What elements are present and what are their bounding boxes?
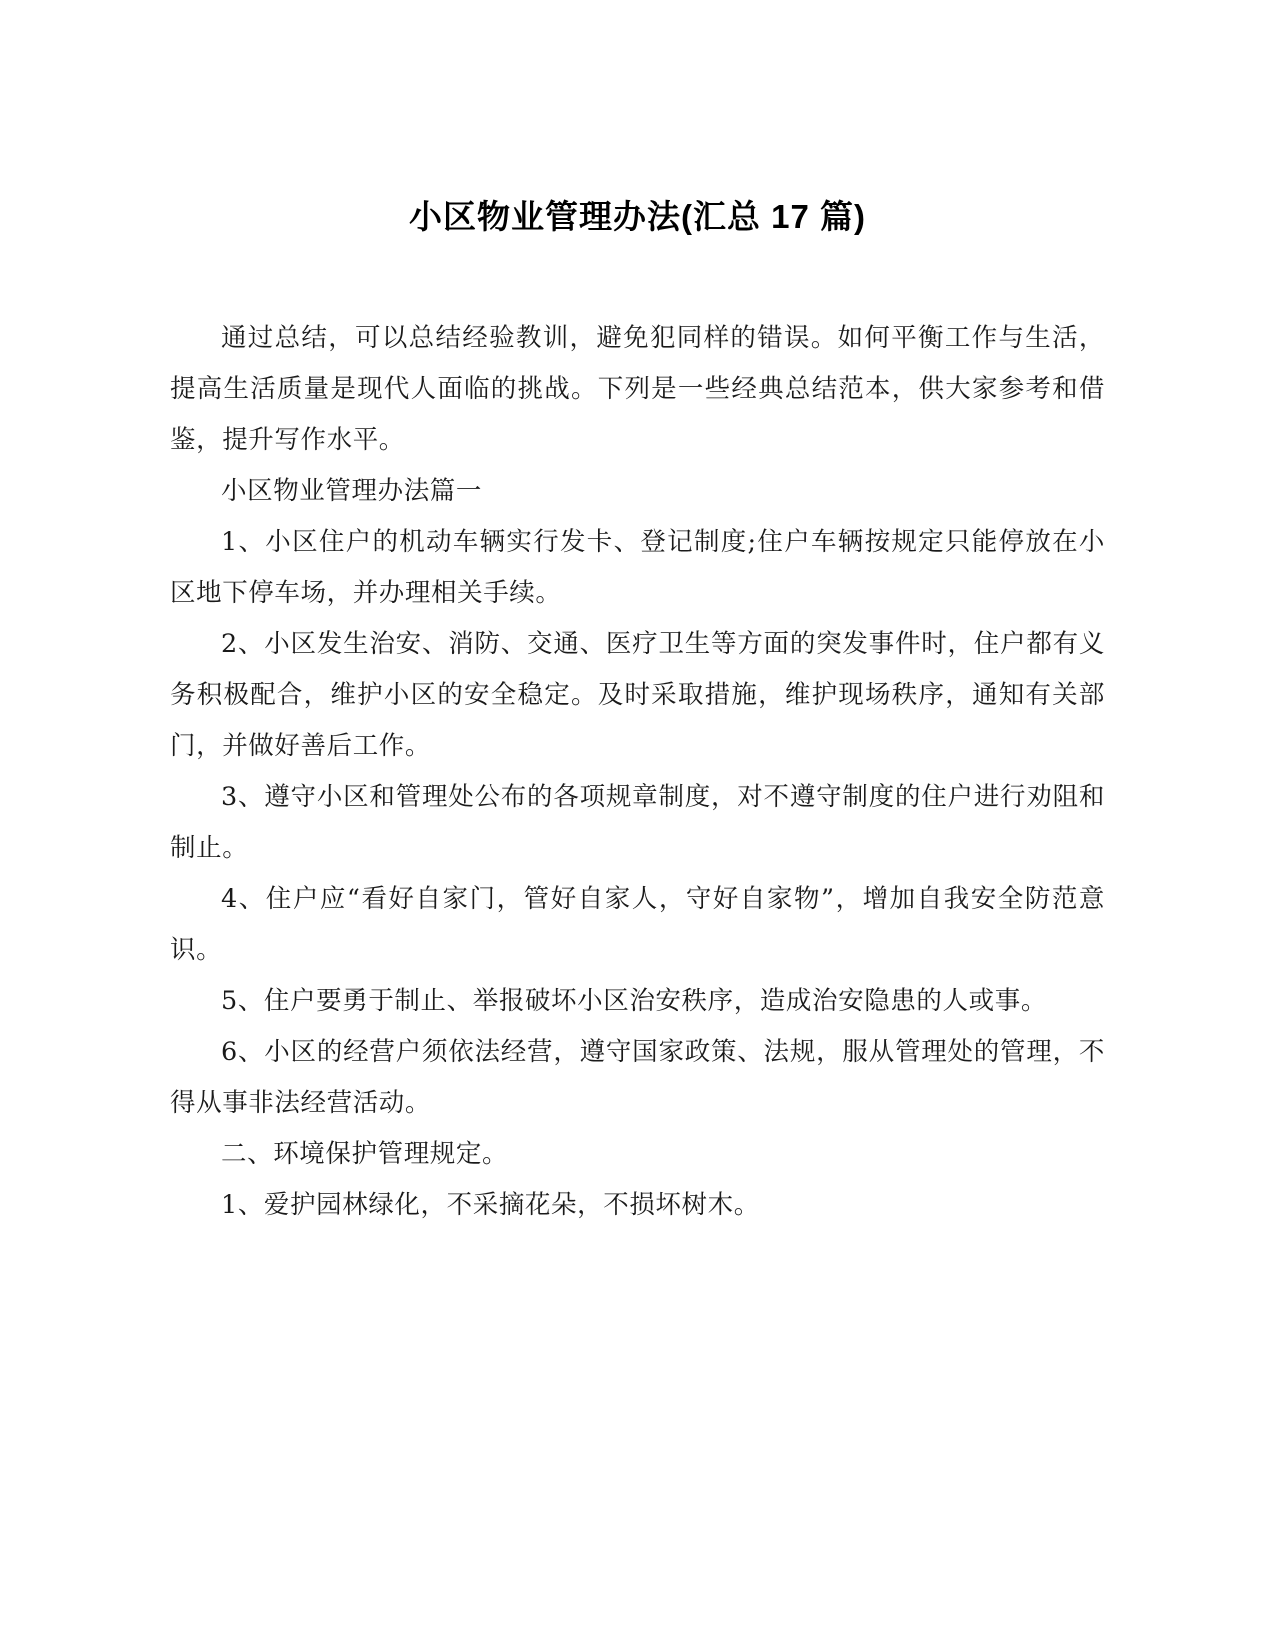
paragraph-item-5: 5、住户要勇于制止、举报破坏小区治安秩序，造成治安隐患的人或事。 xyxy=(221,985,1047,1016)
paragraph-section-heading-2: 二、环境保护管理规定。 xyxy=(221,1138,509,1169)
paragraph-item-1: 1、小区住户的机动车辆实行发卡、登记制度;住户车辆按规定只能停放在小区地下停车场，并办理相关手续。 xyxy=(170,526,1105,608)
paragraph-item-3: 3、遵守小区和管理处公布的各项规章制度，对不遵守制度的住户进行劝阻和制止。 xyxy=(170,781,1105,863)
paragraph-item-4: 4、住户应“看好自家门，管好自家人，守好自家物”，增加自我安全防范意识。 xyxy=(170,883,1105,965)
paragraph-env-item-1: 1、爱护园林绿化，不采摘花朵，不损坏树木。 xyxy=(221,1189,760,1220)
paragraph-intro: 通过总结，可以总结经验教训，避免犯同样的错误。如何平衡工作与生活，提高生活质量是现代人面临的挑战。下列是一些经典总结范本，供大家参考和借鉴，提升写作水平。 xyxy=(170,322,1105,455)
paragraph-item-6: 6、小区的经营户须依法经营，遵守国家政策、法规，服从管理处的管理，不得从事非法经营活动。 xyxy=(170,1036,1105,1118)
paragraph-item-2: 2、小区发生治安、消防、交通、医疗卫生等方面的突发事件时，住户都有义务积极配合，维护小区的安全稳定。及时采取措施，维护现场秩序，通知有关部门，并做好善后工作。 xyxy=(170,628,1105,761)
document-body xyxy=(170,0,1105,1231)
paragraph-section-heading-1: 小区物业管理办法篇一 xyxy=(221,475,483,506)
page-title: 小区物业管理办法(汇总 17 篇) xyxy=(408,198,867,235)
